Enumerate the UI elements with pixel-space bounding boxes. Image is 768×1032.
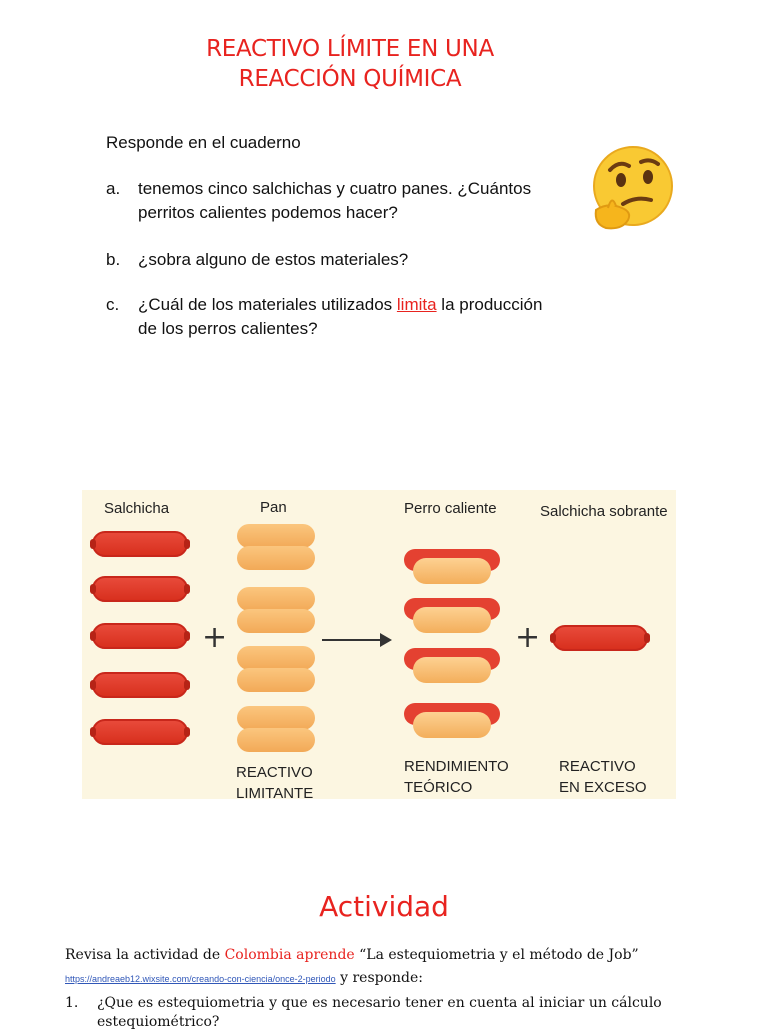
bun-icon	[237, 524, 315, 548]
plus-sign: +	[515, 620, 541, 655]
sausage-icon	[92, 576, 188, 602]
reaction-arrow-icon	[322, 639, 382, 641]
item-text: ¿Que es estequiometria y que es necesario tener en cuenta al iniciar un cálculo estequiométrico?	[97, 995, 662, 1030]
plus-sign: +	[202, 620, 228, 655]
question-line: de los perros calientes?	[138, 319, 318, 338]
question-label: a.	[106, 179, 121, 198]
hotdog-icon	[404, 645, 500, 685]
label-line: RENDIMIENTO	[404, 758, 509, 775]
link-line	[65, 970, 423, 986]
item-number: 1.	[65, 995, 79, 1011]
instruction-text: Responde en el cuaderno	[106, 133, 301, 152]
bun-icon	[237, 646, 315, 670]
label-hotdog: Perro caliente	[404, 500, 497, 517]
label-line: EN EXCESO	[559, 779, 647, 796]
question-line: tenemos cinco salchichas y cuatro panes. ¿Cuántos	[138, 179, 532, 198]
instruction-text: Revisa la actividad de	[65, 947, 225, 963]
label-line: LIMITANTE	[236, 785, 314, 802]
question-label: b.	[106, 250, 121, 269]
link-suffix: y responde:	[335, 970, 423, 986]
activity-link[interactable]: https://andreaeb12.wixsite.com/creando-con-ciencia/once-2-periodo	[65, 974, 336, 984]
bun-icon	[237, 728, 315, 752]
hotdog-icon	[404, 595, 500, 635]
bun-icon	[237, 706, 315, 730]
label-theoretical-yield	[404, 756, 509, 798]
label-bread: Pan	[260, 499, 287, 516]
bun-icon	[237, 587, 315, 611]
question-label: c.	[106, 295, 120, 314]
bun-icon	[237, 609, 315, 633]
activity-instruction	[65, 947, 639, 963]
activity-heading: Actividad	[319, 890, 449, 923]
page-title	[0, 34, 700, 94]
hotdog-icon	[404, 546, 500, 586]
title-line-2: REACCIÓN QUÍMICA	[238, 66, 462, 92]
thinking-face-icon	[588, 144, 676, 232]
colombia-aprende-text: Colombia aprende	[224, 947, 355, 963]
label-limiting-reagent	[236, 762, 313, 804]
sausage-icon	[92, 531, 188, 557]
sausage-icon	[92, 623, 188, 649]
bun-icon	[237, 546, 315, 570]
question-line: perritos calientes podemos hacer?	[138, 203, 398, 222]
label-sausage: Salchicha	[104, 500, 170, 517]
label-leftover: Salchicha sobrante	[540, 503, 668, 520]
title-line-1: REACTIVO LÍMITE EN UNA	[206, 36, 494, 62]
label-line: REACTIVO	[236, 764, 313, 781]
label-line: TEÓRICO	[404, 779, 473, 796]
instruction-text: “La estequiometria y el método de Job”	[354, 947, 639, 963]
leftover-sausage-icon	[552, 625, 648, 651]
question-text: la producción	[436, 295, 543, 314]
question-text: ¿Cuál de los materiales utilizados	[138, 295, 397, 314]
hotdog-icon	[404, 700, 500, 740]
question-line: ¿sobra alguno de estos materiales?	[138, 250, 409, 269]
bun-icon	[237, 668, 315, 692]
sausage-icon	[92, 719, 188, 745]
label-line: REACTIVO	[559, 758, 636, 775]
arrowhead-icon	[380, 633, 392, 647]
label-excess-reagent	[559, 756, 647, 798]
limita-highlight: limita	[396, 295, 437, 314]
sausage-icon	[92, 672, 188, 698]
